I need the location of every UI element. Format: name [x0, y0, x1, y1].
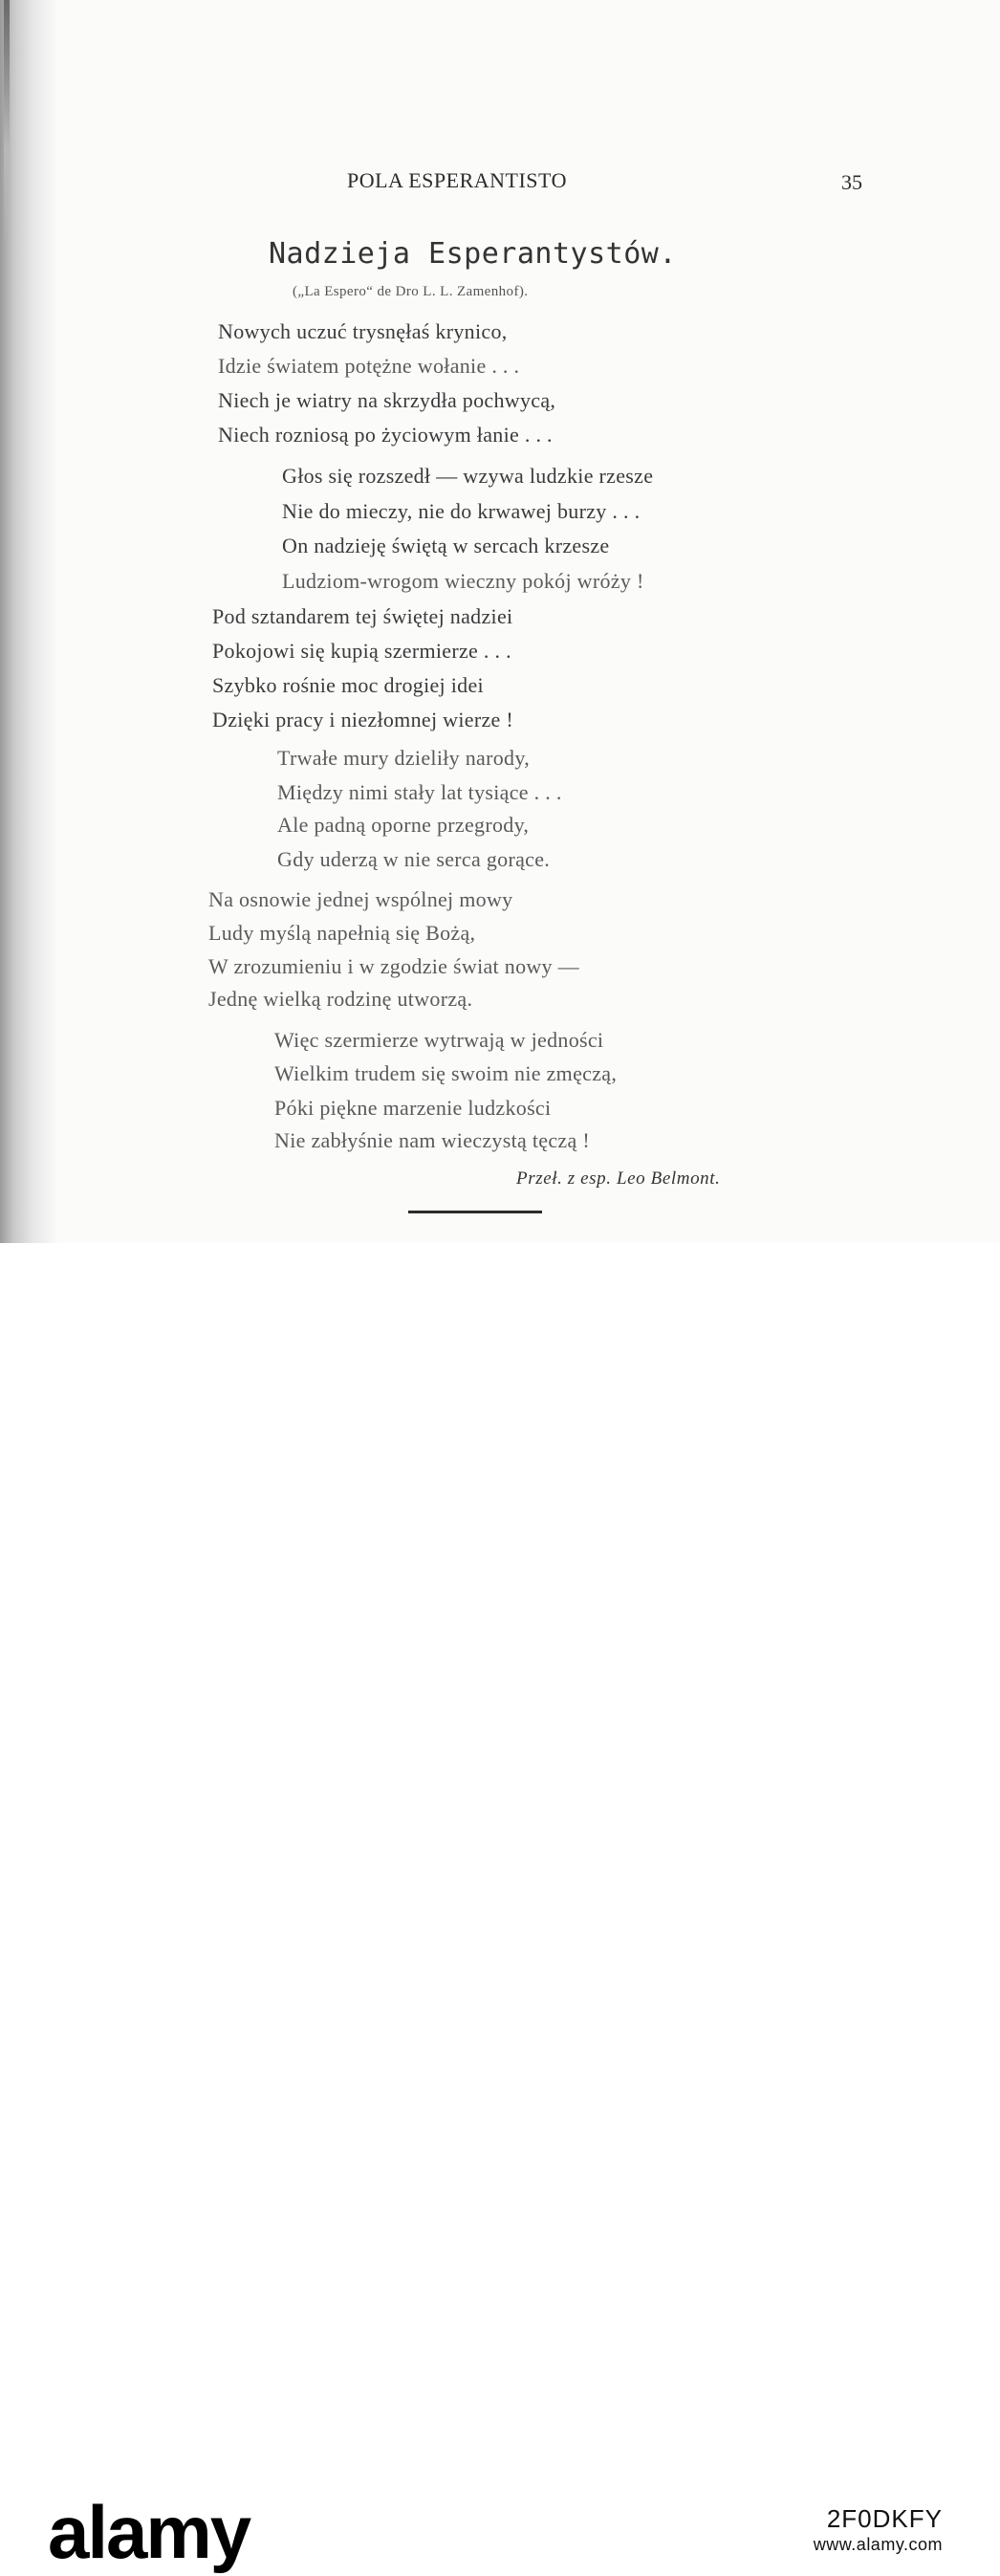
- poem-line: Gdy uderzą w nie serca gorące.: [277, 847, 551, 871]
- poem-line: W zrozumieniu i w zgodzie świat nowy —: [208, 954, 579, 978]
- poem-line: Niech rozniosą po życiowym łanie . . .: [218, 423, 553, 447]
- running-head: POLA ESPERANTISTO: [347, 168, 567, 192]
- poem-line: Póki piękne marzenie ludzkości: [274, 1096, 552, 1120]
- poem-line: Jednę wielką rodzinę utworzą.: [208, 987, 473, 1011]
- poem-line: Między nimi stały lat tysiące . . .: [277, 780, 562, 804]
- poem-line: On nadzieję świętą w sercach krzesze: [282, 534, 610, 557]
- poem-line: Idzie światem potężne wołanie . . .: [218, 354, 520, 378]
- translator-credit: Przeł. z esp. Leo Belmont.: [516, 1168, 721, 1189]
- poem-subtitle: („La Espero“ de Dro L. L. Zamenhof).: [293, 284, 529, 299]
- poem-line: Nowych uczuć trysnęłaś krynico,: [218, 319, 508, 343]
- page-gutter-shadow: [0, 0, 57, 1243]
- poem-line: Ale padną oporne przegrody,: [277, 813, 530, 837]
- poem-line: Pokojowi się kupią szermierze . . .: [212, 639, 511, 663]
- poem-line: Głos się rozszedł — wzywa ludzkie rzesze: [282, 464, 654, 488]
- poem-line: Nie do mieczy, nie do krwawej burzy . . .: [282, 499, 641, 523]
- poem-line: Na osnowie jednej wspólnej mowy: [208, 887, 513, 911]
- poem-line: Niech je wiatry na skrzydła pochwycą,: [218, 388, 556, 412]
- poem-line: Ludziom-wrogom wieczny pokój wróży !: [282, 569, 644, 593]
- watermark-band: [0, 1243, 1000, 2574]
- poem-line: Nie zabłyśnie nam wieczystą tęczą !: [274, 1128, 590, 1152]
- image-url: www.alamy.com: [813, 2535, 943, 2554]
- poem-line: Wielkim trudem się swoim nie zmęczą,: [274, 1061, 618, 1085]
- scanned-page: [0, 0, 1000, 1243]
- poem-line: Pod sztandarem tej świętej nadziei: [212, 604, 513, 628]
- poem-line: Ludy myślą napełnią się Bożą,: [208, 921, 476, 945]
- poem-line: Więc szermierze wytrwają w jedności: [274, 1028, 604, 1052]
- poem-line: Trwałe mury dzieliły narody,: [277, 746, 530, 770]
- poem-line: Szybko rośnie moc drogiej idei: [212, 673, 484, 697]
- binding-streak: [4, 0, 10, 249]
- watermark-logo: alamy: [48, 2490, 250, 2574]
- poem-title: Nadzieja Esperantystów.: [269, 237, 677, 271]
- page-number: 35: [841, 170, 862, 194]
- closing-rule: [408, 1211, 542, 1213]
- image-id: 2F0DKFY: [826, 2504, 943, 2533]
- poem-line: Dzięki pracy i niezłomnej wierze !: [212, 708, 513, 731]
